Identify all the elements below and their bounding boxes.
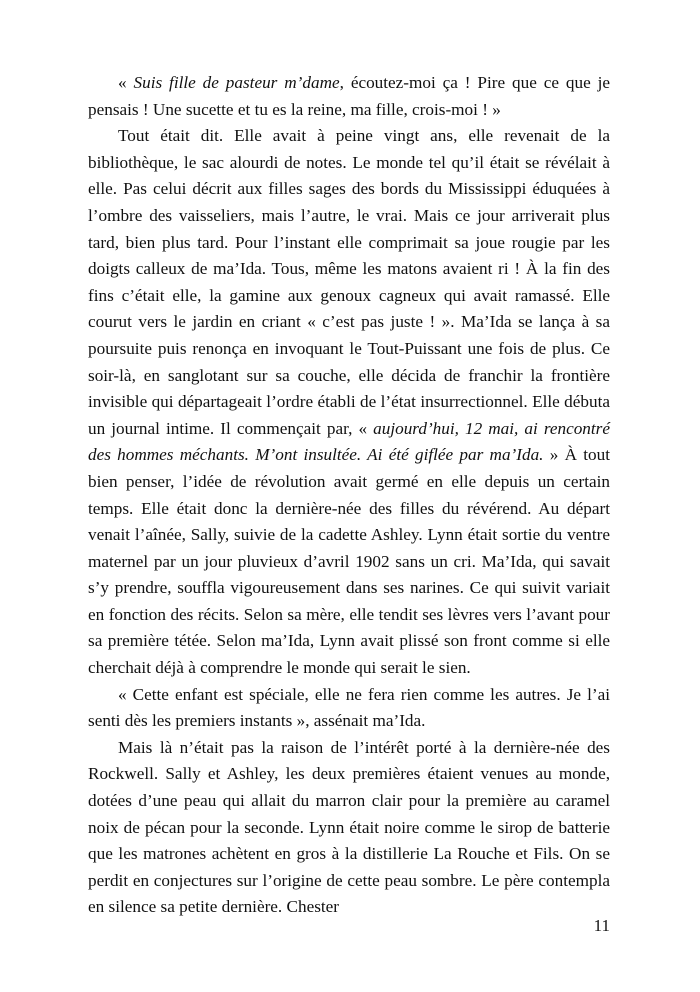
paragraph-2 — [88, 123, 610, 681]
text-run: « Cette enfant est spéciale, elle ne fera rien comme les autres. Je l’ai senti dès les premiers instants », assénait ma’Ida. — [88, 684, 610, 731]
page-body — [88, 70, 610, 921]
text-run: « — [118, 73, 134, 92]
paragraph-3 — [88, 682, 610, 735]
text-run: Mais là n’était pas la raison de l’intérêt porté à la dernière-née des Rockwell. Sally et Ashley, les deux premières étaient venues au monde, dotées d’une peau qui allait du marron clair pour la première au caramel noix de pécan pour la seconde. Lynn était noire comme le sirop de batterie que les matrones achètent en gros à la distillerie La Rouche et Fils. On se perdit en conjectures sur l’origine de cette peau sombre. Le père contempla en silence sa petite dernière. Chester — [88, 737, 610, 917]
text-run: Tout était dit. Elle avait à peine vingt ans, elle revenait de la bibliothèque, le sac alourdi de notes. Le monde tel qu’il était se révélait à elle. Pas celui décrit aux filles sages des bords du Mississippi éduquées à l’ombre des vaisseliers, mais l’autre, le vrai. Mais ce jour arriverait plus tard, bien plus tard. Pour l’instant elle comprimait sa joue rougie par les doigts calleux de ma’Ida. Tous, même les matons avaient ri ! À la fin des fins c’était elle, la gamine aux genoux cagneux qui avait ramassé. Elle courut vers le jardin en criant « c’est pas juste ! ». Ma’Ida se lança à sa poursuite puis renonça en invoquant le Tout-Puissant une fois de plus. Ce soir-là, en sanglotant sur sa couche, elle décida de franchir la frontière invisible qui départageait l’ordre établi de l’état insurrectionnel. Elle débuta un journal intime. Il commençait par, « — [88, 126, 610, 438]
text-run: , écoutez-moi ça ! Pire que ce que je pensais ! Une sucette et tu es la reine, ma fille, crois-moi ! » — [88, 73, 611, 119]
text-run: » À tout bien penser, l’idée de révolution avait germé en elle depuis un certain temps. Elle était donc la dernière-née des filles du révérend. Au départ venait l’aînée, Sally, suivie de la cadette Ashley. Lynn était sortie du ventre maternel par un jour pluvieux d’avril 1902 sans un cri. Ma’Ida, qui savait s’y prendre, souffla vigoureusement dans ses narines. Ce qui suivit variait en fonction des récits. Selon sa mère, elle tendit ses lèvres vers l’avant pour sa première tétée. Selon ma’Ida, Lynn avait plissé son front comme si elle cherchait déjà à comprendre le monde qui serait le sien. — [88, 445, 610, 678]
paragraph-4 — [88, 735, 610, 921]
page-number: 11 — [593, 916, 610, 935]
paragraph-1 — [88, 70, 610, 123]
italic-text-run: aujourd’hui, 12 mai, ai rencontré des hommes méchants. M’ont insultée. Ai été giflée par ma’Ida. — [88, 418, 610, 465]
italic-text-run: Suis fille de pasteur m’dame — [133, 73, 340, 92]
